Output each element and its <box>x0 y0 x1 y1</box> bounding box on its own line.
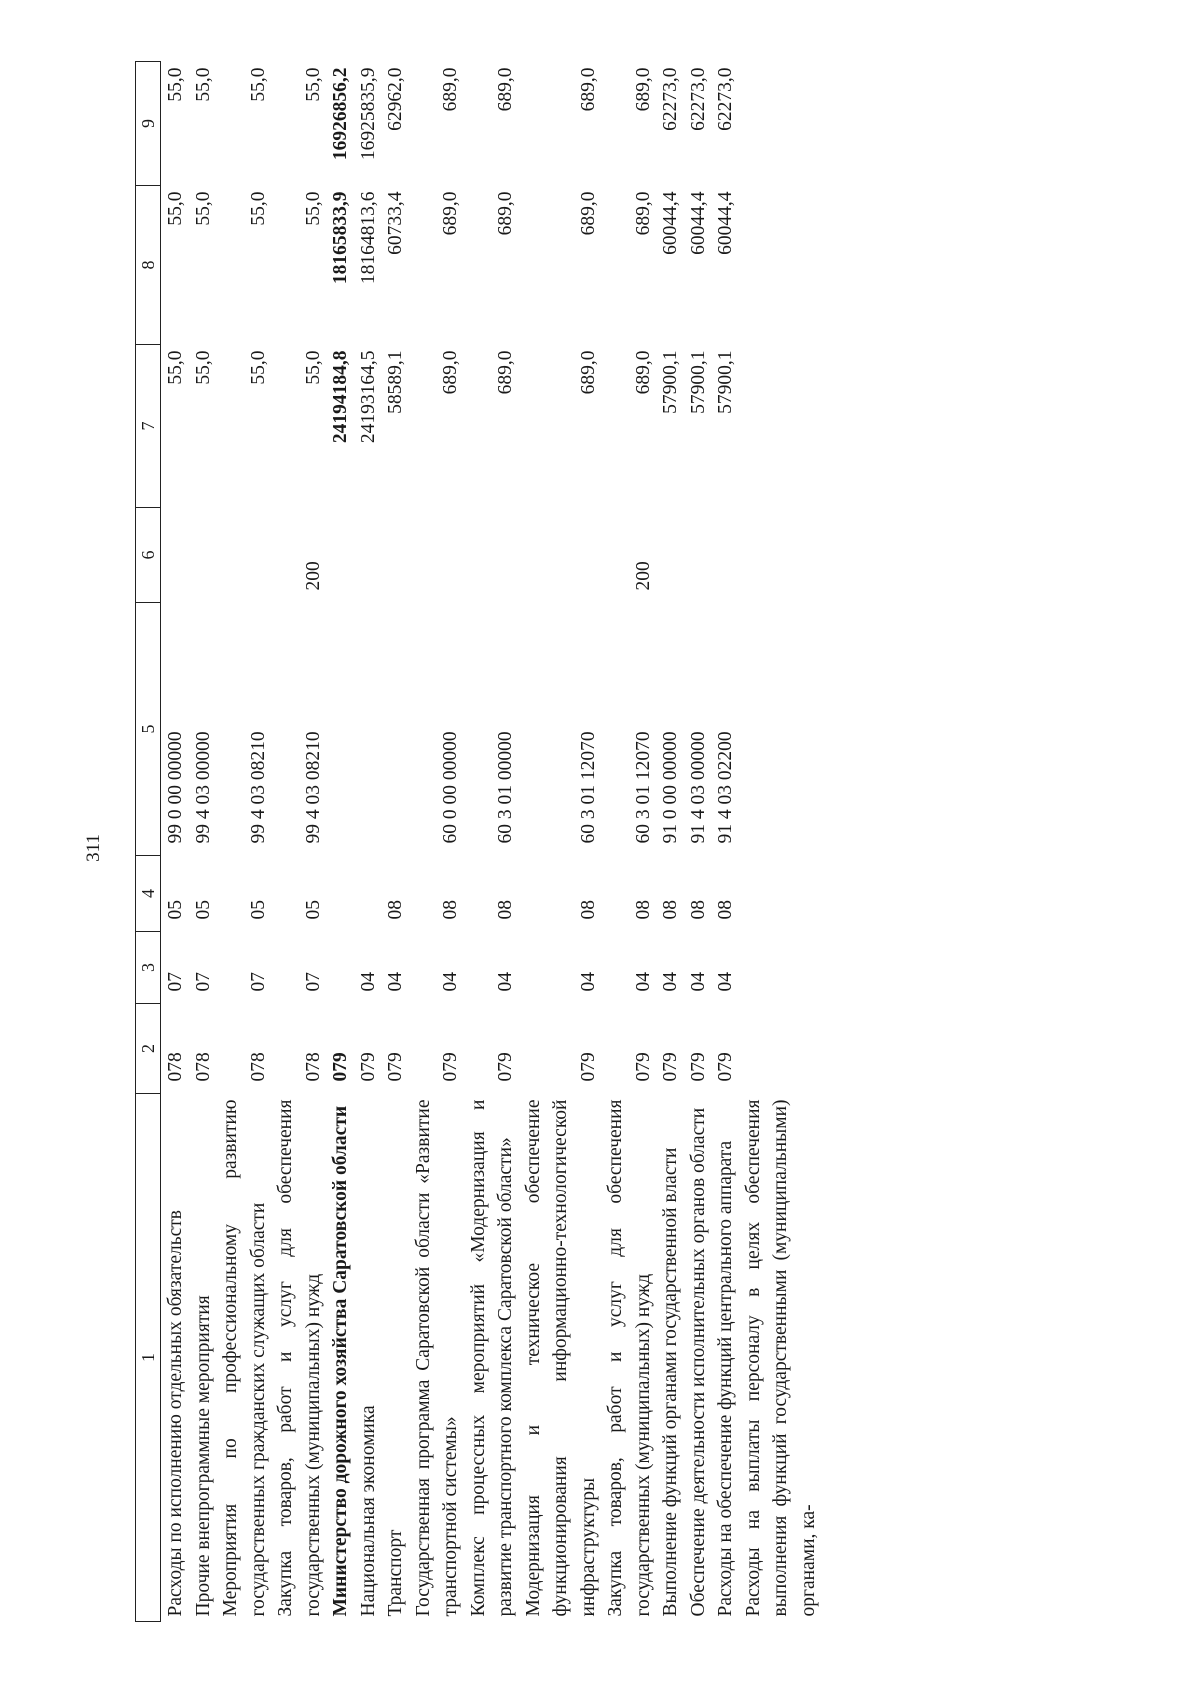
cell-section-code: 07 <box>192 972 214 992</box>
cell-section-code: 07 <box>247 972 269 992</box>
cell-amount-year-1: 57900,1 <box>660 350 681 414</box>
cell-amount-year-2: 55,0 <box>192 191 214 226</box>
cell-amount-year-1: 55,0 <box>192 350 214 385</box>
cell-ministry-code: 079 <box>330 1052 351 1082</box>
row-description: Министерство дорожного хозяйства Саратовской области <box>330 1105 351 1617</box>
cell-amount-year-3: 55,0 <box>302 67 324 102</box>
cell-amount-year-2: 60733,4 <box>385 191 406 255</box>
cell-expense-type <box>410 508 465 603</box>
cell-amount-year-2: 689,0 <box>632 191 654 236</box>
cell-section-code: 04 <box>715 972 736 992</box>
cell-subsection-code: 05 <box>247 900 269 920</box>
table-row <box>520 62 603 1622</box>
cell-section-code: 04 <box>687 972 709 992</box>
cell-section-code: 04 <box>440 972 461 992</box>
column-header-7: 7 <box>136 345 161 508</box>
cell-target-article: 91 4 03 00000 <box>687 731 709 844</box>
cell-section-code: 04 <box>632 972 654 992</box>
cell-expense-type: 200 <box>632 561 654 591</box>
cell-amount-year-2: 55,0 <box>302 191 324 226</box>
cell-ministry-code: 079 <box>495 1052 516 1082</box>
table-body <box>161 62 823 1622</box>
cell-amount-year-2: 18165833,9 <box>330 191 351 285</box>
column-header-9: 9 <box>136 62 161 186</box>
cell-target-article: 60 3 01 12070 <box>632 731 654 844</box>
cell-amount-year-3: 689,0 <box>632 67 654 112</box>
table-row <box>410 62 465 1622</box>
table-row <box>190 62 218 1622</box>
row-description: Государственная программа Саратовской области «Развитие транспортной системы» <box>412 1099 461 1617</box>
cell-expense-type <box>355 508 383 603</box>
table-row <box>602 62 657 1622</box>
cell-amount-year-1: 24194184,8 <box>330 350 351 444</box>
cell-amount-year-3: 16925835,9 <box>357 67 379 161</box>
cell-amount-year-3: 62273,0 <box>687 67 709 131</box>
cell-amount-year-3 <box>740 62 823 186</box>
cell-amount-year-2: 689,0 <box>577 191 599 236</box>
cell-subsection-code: 08 <box>660 900 681 920</box>
cell-amount-year-3: 689,0 <box>495 67 516 112</box>
table-row <box>327 62 355 1622</box>
cell-target-article <box>740 603 823 856</box>
column-number-header-row <box>136 62 161 1622</box>
cell-target-article <box>327 603 355 856</box>
table-row <box>217 62 272 1622</box>
cell-expense-type <box>712 508 740 603</box>
cell-target-article <box>382 603 410 856</box>
cell-amount-year-1: 689,0 <box>632 350 654 395</box>
cell-amount-year-2: 60044,4 <box>687 191 709 255</box>
cell-amount-year-1: 55,0 <box>247 350 269 385</box>
cell-amount-year-3: 62962,0 <box>385 67 406 131</box>
cell-target-article: 99 0 00 00000 <box>165 731 186 844</box>
column-header-4: 4 <box>136 856 161 932</box>
cell-amount-year-3: 16926856,2 <box>330 67 351 161</box>
cell-amount-year-2 <box>740 186 823 345</box>
cell-subsection-code: 08 <box>577 900 599 920</box>
cell-subsection-code: 05 <box>302 900 324 920</box>
cell-section-code: 04 <box>385 972 406 992</box>
cell-amount-year-1 <box>740 345 823 508</box>
cell-target-article: 60 3 01 12070 <box>577 731 599 844</box>
cell-expense-type <box>520 508 603 603</box>
cell-expense-type <box>657 508 685 603</box>
cell-ministry-code: 078 <box>302 1052 324 1082</box>
table-row <box>355 62 383 1622</box>
row-description: Закупка товаров, работ и услуг для обеспечения государственных (муниципальных) нужд <box>605 1099 654 1617</box>
cell-ministry-code: 079 <box>440 1052 461 1082</box>
cell-expense-type <box>382 508 410 603</box>
cell-subsection-code <box>740 856 823 932</box>
cell-amount-year-2: 55,0 <box>165 191 186 226</box>
column-header-5: 5 <box>136 603 161 856</box>
cell-amount-year-1: 689,0 <box>577 350 599 395</box>
cell-ministry-code: 079 <box>715 1052 736 1082</box>
row-description: Мероприятия по профессиональному развитию государственных гражданских служащих области <box>220 1099 269 1617</box>
cell-amount-year-3: 689,0 <box>440 67 461 112</box>
cell-ministry-code: 078 <box>247 1052 269 1082</box>
cell-ministry-code: 079 <box>357 1052 379 1082</box>
cell-expense-type <box>161 508 190 603</box>
cell-subsection-code: 08 <box>440 900 461 920</box>
cell-ministry-code <box>740 1004 823 1094</box>
table-row <box>465 62 520 1622</box>
cell-amount-year-1: 24193164,5 <box>357 350 379 444</box>
table-row <box>161 62 190 1622</box>
row-description: Обеспечение деятельности исполнительных органов области <box>687 1107 709 1617</box>
cell-expense-type <box>327 508 355 603</box>
cell-amount-year-2: 60044,4 <box>715 191 736 255</box>
column-header-3: 3 <box>136 932 161 1004</box>
cell-target-article: 99 4 03 00000 <box>192 731 214 844</box>
cell-expense-type <box>740 508 823 603</box>
cell-amount-year-3: 62273,0 <box>660 67 681 131</box>
cell-expense-type: 200 <box>302 561 324 591</box>
row-description: Транспорт <box>385 1529 406 1617</box>
row-description: Национальная экономика <box>357 1405 379 1617</box>
cell-ministry-code: 078 <box>165 1052 186 1082</box>
cell-subsection-code: 05 <box>192 900 214 920</box>
row-description: Расходы по исполнению отдельных обязательств <box>165 1209 186 1617</box>
cell-ministry-code: 078 <box>192 1052 214 1082</box>
cell-subsection-code: 08 <box>687 900 709 920</box>
cell-section-code <box>740 932 823 1004</box>
cell-subsection-code: 08 <box>632 900 654 920</box>
cell-amount-year-1: 689,0 <box>495 350 516 395</box>
cell-section-code: 04 <box>357 972 379 992</box>
cell-target-article <box>355 603 383 856</box>
cell-amount-year-1: 55,0 <box>165 350 186 385</box>
row-description: Расходы на обеспечение функций центрального аппарата <box>715 1140 736 1617</box>
column-header-6: 6 <box>136 508 161 603</box>
cell-expense-type <box>465 508 520 603</box>
cell-amount-year-1: 55,0 <box>302 350 324 385</box>
table-row <box>685 62 713 1622</box>
cell-subsection-code: 08 <box>715 900 736 920</box>
row-description: Комплекс процессных мероприятий «Модернизация и развитие транспортного комплекса Саратовской области» <box>467 1099 516 1617</box>
cell-amount-year-1: 57900,1 <box>687 350 709 414</box>
table-row <box>712 62 740 1622</box>
cell-amount-year-3: 55,0 <box>192 67 214 102</box>
cell-amount-year-3: 689,0 <box>577 67 599 112</box>
cell-ministry-code: 079 <box>687 1052 709 1082</box>
cell-ministry-code: 079 <box>660 1052 681 1082</box>
cell-subsection-code <box>355 856 383 932</box>
budget-table-page <box>135 62 1035 1622</box>
cell-amount-year-1: 57900,1 <box>715 350 736 414</box>
cell-target-article: 60 3 01 00000 <box>495 731 516 844</box>
cell-ministry-code: 079 <box>385 1052 406 1082</box>
table-row <box>657 62 685 1622</box>
table-row <box>740 62 823 1622</box>
cell-section-code: 04 <box>660 972 681 992</box>
cell-subsection-code: 08 <box>385 900 406 920</box>
cell-target-article: 91 0 00 00000 <box>660 731 681 844</box>
cell-amount-year-2: 60044,4 <box>660 191 681 255</box>
cell-section-code: 04 <box>495 972 516 992</box>
column-header-8: 8 <box>136 186 161 345</box>
cell-ministry-code: 079 <box>577 1052 599 1082</box>
cell-target-article: 99 4 03 08210 <box>302 731 324 844</box>
cell-subsection-code <box>327 856 355 932</box>
cell-expense-type <box>685 508 713 603</box>
cell-amount-year-1: 58589,1 <box>385 350 406 414</box>
row-description: Прочие внепрограммные мероприятия <box>192 1295 214 1617</box>
table-row <box>382 62 410 1622</box>
row-description: Расходы на выплаты персоналу в целях обеспечения выполнения функций государственными (муниципальными) органами, ка- <box>742 1099 819 1617</box>
cell-amount-year-3: 55,0 <box>247 67 269 102</box>
cell-subsection-code: 05 <box>165 900 186 920</box>
cell-amount-year-2: 55,0 <box>247 191 269 226</box>
cell-amount-year-3: 55,0 <box>165 67 186 102</box>
cell-ministry-code: 079 <box>632 1052 654 1082</box>
cell-amount-year-2: 689,0 <box>440 191 461 236</box>
cell-section-code <box>327 932 355 1004</box>
column-header-2: 2 <box>136 1004 161 1094</box>
row-description: Закупка товаров, работ и услуг для обеспечения государственных (муниципальных) нужд <box>275 1099 324 1617</box>
cell-section-code: 07 <box>302 972 324 992</box>
table-row <box>272 62 327 1622</box>
cell-amount-year-2: 689,0 <box>495 191 516 236</box>
cell-target-article: 91 4 03 02200 <box>715 731 736 844</box>
cell-subsection-code: 08 <box>495 900 516 920</box>
row-description: Модернизация и техническое обеспечение функционирования информационно-технологической инфраструктуры <box>522 1099 599 1617</box>
cell-amount-year-1: 689,0 <box>440 350 461 395</box>
cell-expense-type <box>217 508 272 603</box>
column-header-1: 1 <box>136 1094 161 1622</box>
page-number: 311 <box>83 834 104 862</box>
cell-amount-year-3: 62273,0 <box>715 67 736 131</box>
cell-section-code: 07 <box>165 972 186 992</box>
row-description: Выполнение функций органами государственной власти <box>660 1147 681 1617</box>
cell-expense-type <box>190 508 218 603</box>
cell-target-article: 60 0 00 00000 <box>440 731 461 844</box>
budget-table <box>135 61 822 1622</box>
cell-target-article: 99 4 03 08210 <box>247 731 269 844</box>
cell-amount-year-2: 18164813,6 <box>357 191 379 285</box>
cell-section-code: 04 <box>577 972 599 992</box>
